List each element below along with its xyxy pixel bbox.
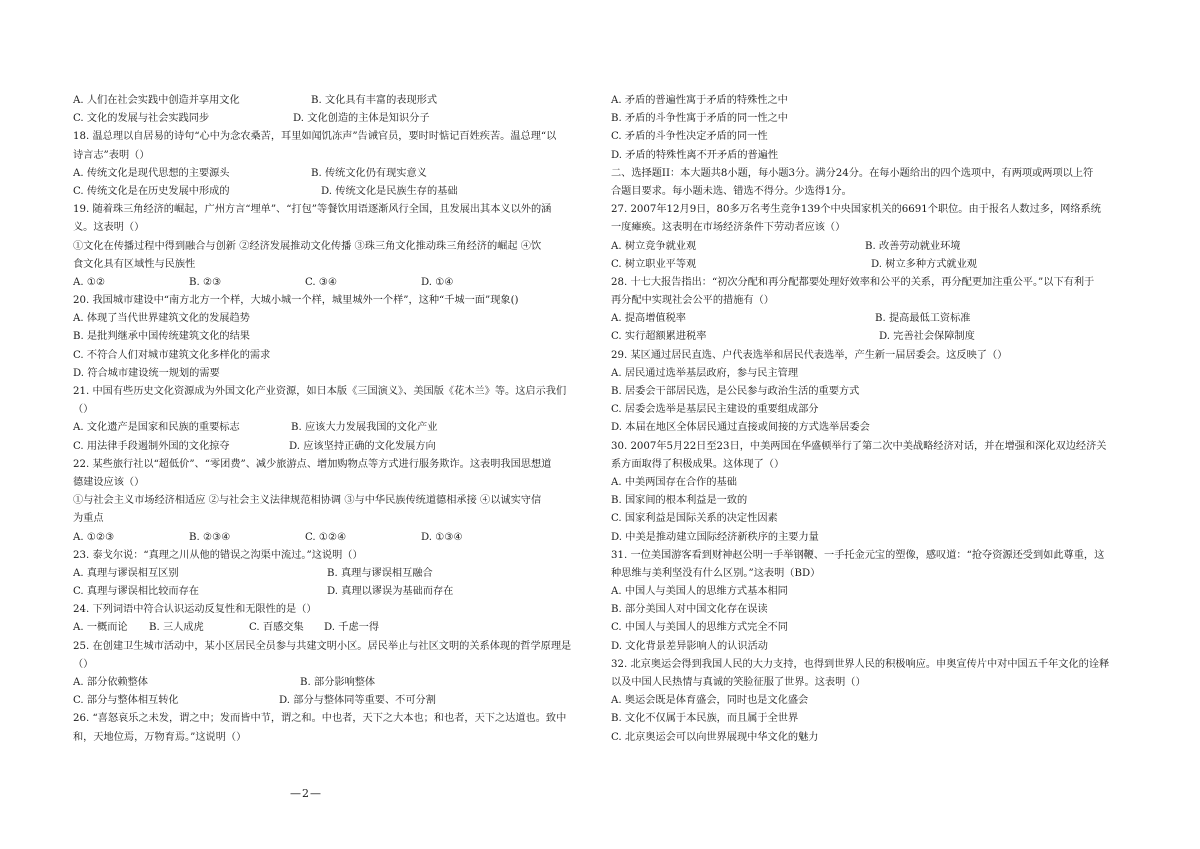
option-row [73,565,590,583]
option-text: B. ②③④ [189,531,231,543]
text-line: A. 体现了当代世界建筑文化的发展趋势 [73,313,250,325]
text-line: A. 奥运会既是体育盛会，同时也是文化盛会 [611,695,809,707]
text-line: 义。这表明（） [73,222,145,234]
text-line: 合题目要求。每小题未选、错选不得分。少选得1分。 [611,185,852,197]
text-line: 诗言志”表明（） [73,149,150,161]
text-line: 18. 温总理以自居易的诗句“心中为念农桑苦，耳里如闻饥冻声”告诫官员，要时时惦记百姓疾苦。温总理“以 [73,131,557,143]
text-line: A. 中国人与美国人的思维方式基本相同 [611,586,788,598]
text-line: 和，天地位焉，万物育焉。”这说明（） [73,731,247,743]
text-line: B. 是批判继承中国传统建筑文化的结果 [73,331,250,343]
text-line: 以及中国人民热情与真诚的笑脸征服了世界。这表明（） [611,677,866,688]
option-text: A. 部分依赖整体 [73,677,148,688]
option-text: D. 完善社会保障制度 [879,331,975,343]
text-line: 再分配中实现社会公平的措施有（） [611,295,774,307]
option-text: C. 真理与谬误相比较而存在 [73,586,199,598]
text-line: D. 中美是推动建立国际经济新秩序的主要力量 [611,531,819,543]
right-column [611,92,1133,747]
option-row [73,674,590,692]
text-line: C. 北京奥运会可以向世界展现中华文化的魅力 [611,731,819,743]
text-line: 25. 在创建卫生城市活动中，某小区居民全员参与共建文明小区。居民举止与社区文明的关系体现的哲学原理是 [73,640,572,652]
option-text: B. 文化具有丰富的表现形式 [311,95,438,106]
option-text: A. 传统文化是现代思想的主要源头 [73,167,230,179]
text-line: C. 居委会选举是基层民主建设的重要组成部分 [611,404,819,416]
text-line: D. 本届在地区全体居民通过直接或间接的方式选举居委会 [611,422,870,434]
option-row [611,256,1133,274]
option-row [73,529,590,547]
option-text: C. 实行超额累进税率 [611,331,707,343]
option-text: D. 部分与整体同等重要、不可分割 [279,695,436,707]
text-line: C. 国家利益是国际关系的决定性因素 [611,513,778,525]
text-line: 食文化具有区域性与民族性 [73,258,196,270]
text-line: A. 居民通过选举基层政府，参与民主管理 [611,367,799,379]
text-line: 为重点 [73,513,104,525]
text-line: C. 不符合人们对城市建筑文化多样化的需求 [73,349,271,361]
option-row [73,583,590,601]
text-line: B. 国家间的根本利益是一致的 [611,495,748,507]
text-line: 21. 中国有些历史文化资源成为外国文化产业资源，如日本版《三国演义》、美国版《花木兰》等。这启示我们 [73,386,567,397]
page-number: —2— [290,787,322,800]
option-row [611,328,1133,346]
text-line: 德建设应该（） [73,476,145,488]
text-line: （） [73,404,94,416]
text-line: 31. 一位美国游客看到财神赵公明一手举钢鞭、一手托金元宝的塑像，感叹道：“抢夺资源还受到如此尊重，这 [611,549,1105,561]
option-text: D. 应该坚持正确的文化发展方向 [289,440,436,452]
option-row [611,310,1133,328]
text-line: B. 部分美国人对中国文化存在误读 [611,604,768,616]
option-text: D. 真理以谬误为基础而存在 [327,586,454,598]
option-text: C. 文化的发展与社会实践同步 [73,113,210,125]
option-row [73,619,590,637]
option-text: A. 人们在社会实践中创造并享用文化 [73,95,240,106]
option-row [73,165,590,183]
text-line: 系方面取得了积极成果。这体现了（） [611,458,785,470]
text-line: 24. 下列词语中符合认识运动反复性和无限性的是（） [73,604,317,616]
option-text: B. 部分影响整体 [300,677,376,688]
option-row [73,92,590,110]
text-line: ①与社会主义市场经济相适应 ②与社会主义法律规范相协调 ③与中华民族传统道德相承接 ④以诚实守信 [73,495,542,507]
text-line: ①文化在传播过程中得到融合与创新 ②经济发展推动文化传播 ③珠三角文化推动珠三角经济的崛起 ④饮 [73,240,542,252]
text-line: B. 居委会干部居民选，是公民参与政治生活的重要方式 [611,386,860,397]
option-row [73,438,590,456]
option-text: C. 树立职业平等观 [611,258,697,270]
option-text: D. 传统文化是民族生存的基础 [321,185,458,197]
text-line: A. 矛盾的普遍性寓于矛盾的特殊性之中 [611,95,788,106]
option-text: B. 改善劳动就业环境 [865,240,961,252]
text-line: （） [73,658,94,670]
option-text: B. 应该大力发展我国的文化产业 [291,422,438,434]
option-text: C. 用法律手段遏制外国的文化掠夺 [73,440,230,452]
text-line: B. 矛盾的斗争性寓于矛盾的同一性之中 [611,113,788,125]
option-text: A. 文化遗产是国家和民族的重要标志 [73,422,240,434]
text-line: 27. 2007年12月9日，80多万名考生竞争139个中央国家机关的6691个职位。由于报名人数过多，网络系统 [611,204,1101,216]
option-text: B. 传统文化仍有现实意义 [311,167,427,179]
option-text: C. ①②④ [305,531,347,543]
option-text: A. 一概而论 [73,622,128,634]
text-line: D. 符合城市建设统一规划的需要 [73,367,220,379]
text-line: 28. 十七大报告指出：“初次分配和再分配都要处理好效率和公平的关系，再分配更加注重公平。”以下有利于 [611,276,1095,288]
option-text: D. ①④ [421,276,454,288]
option-text: C. ③④ [305,276,338,288]
option-row [73,692,590,710]
option-text: D. 千虑一得 [324,622,380,634]
option-text: D. 文化创造的主体是知识分子 [293,113,430,125]
option-text: C. 传统文化是在历史发展中形成的 [73,185,230,197]
option-text: B. 三人成虎 [149,622,204,634]
option-text: A. 真理与谬误相互区别 [73,567,179,579]
option-text: A. 提高增值税率 [611,313,686,325]
text-line: D. 矛盾的特殊性离不开矛盾的普遍性 [611,149,779,161]
option-row [73,110,590,128]
text-line: 二、选择题II：本大题共8小题，每小题3分。满分24分。在每小题给出的四个选项中，有两项或两项以上符 [611,167,1094,179]
option-text: D. 树立多种方式就业观 [871,258,977,270]
text-line: 30. 2007年5月22日至23日，中美两国在华盛顿举行了第二次中美战略经济对话，并在增强和深化双边经济关 [611,440,1107,452]
option-text: C. 部分与整体相互转化 [73,695,179,707]
option-row [611,238,1133,256]
text-line: A. 中美两国存在合作的基础 [611,476,737,488]
option-text: A. ①②③ [73,531,115,543]
text-line: C. 中国人与美国人的思维方式完全不同 [611,622,788,634]
option-text: C. 百感交集 [249,622,304,634]
text-line: 一度瘫痪。这表明在市场经济条件下劳动者应该（） [611,222,846,234]
option-text: B. ②③ [189,276,222,288]
text-line: 19. 随着珠三角经济的崛起，广州方言“埋单”、“打包”等餐饮用语逐渐风行全国，且发展出其本义以外的涵 [73,204,552,216]
option-text: A. 树立竞争就业观 [611,240,697,252]
text-line: 22. 某些旅行社以“超低价”、“零团费”、减少旅游点、增加购物点等方式进行服务欺诈。这表明我国思想道 [73,458,552,470]
text-line: 26. “喜怒哀乐之未发，谓之中；发而皆中节，谓之和。中也者，天下之大本也；和也者，天下之达道也。致中 [73,713,567,725]
text-line: 29. 某区通过居民直选、户代表选举和居民代表选举，产生新一届居委会。这反映了（） [611,349,1008,361]
text-line: B. 文化不仅属于本民族，而且属于全世界 [611,713,799,725]
option-row [73,183,590,201]
text-line: 种思维与美利坚没有什么区别。”这表明（BD） [611,567,821,579]
option-text: B. 真理与谬误相互融合 [327,567,433,579]
text-line: D. 文化背景差异影响人的认识活动 [611,640,768,652]
text-line: 23. 泰戈尔说：“真理之川从他的错误之沟渠中流过。”这说明（） [73,549,363,561]
option-text: A. ①② [73,276,106,288]
option-row [73,419,590,437]
text-line: 32. 北京奥运会得到我国人民的大力支持，也得到世界人民的积极响应。申奥宣传片中对中国五千年文化的诠释 [611,658,1110,670]
text-line: C. 矛盾的斗争性决定矛盾的同一性 [611,131,768,143]
option-text: B. 提高最低工资标准 [875,313,971,325]
text-line: 20. 我国城市建设中“南方北方一个样，大城小城一个样，城里城外一个样”，这种“千城一面”现象() [73,295,519,307]
option-row [73,274,590,292]
left-column [73,92,590,747]
option-text: D. ①③④ [421,531,463,543]
